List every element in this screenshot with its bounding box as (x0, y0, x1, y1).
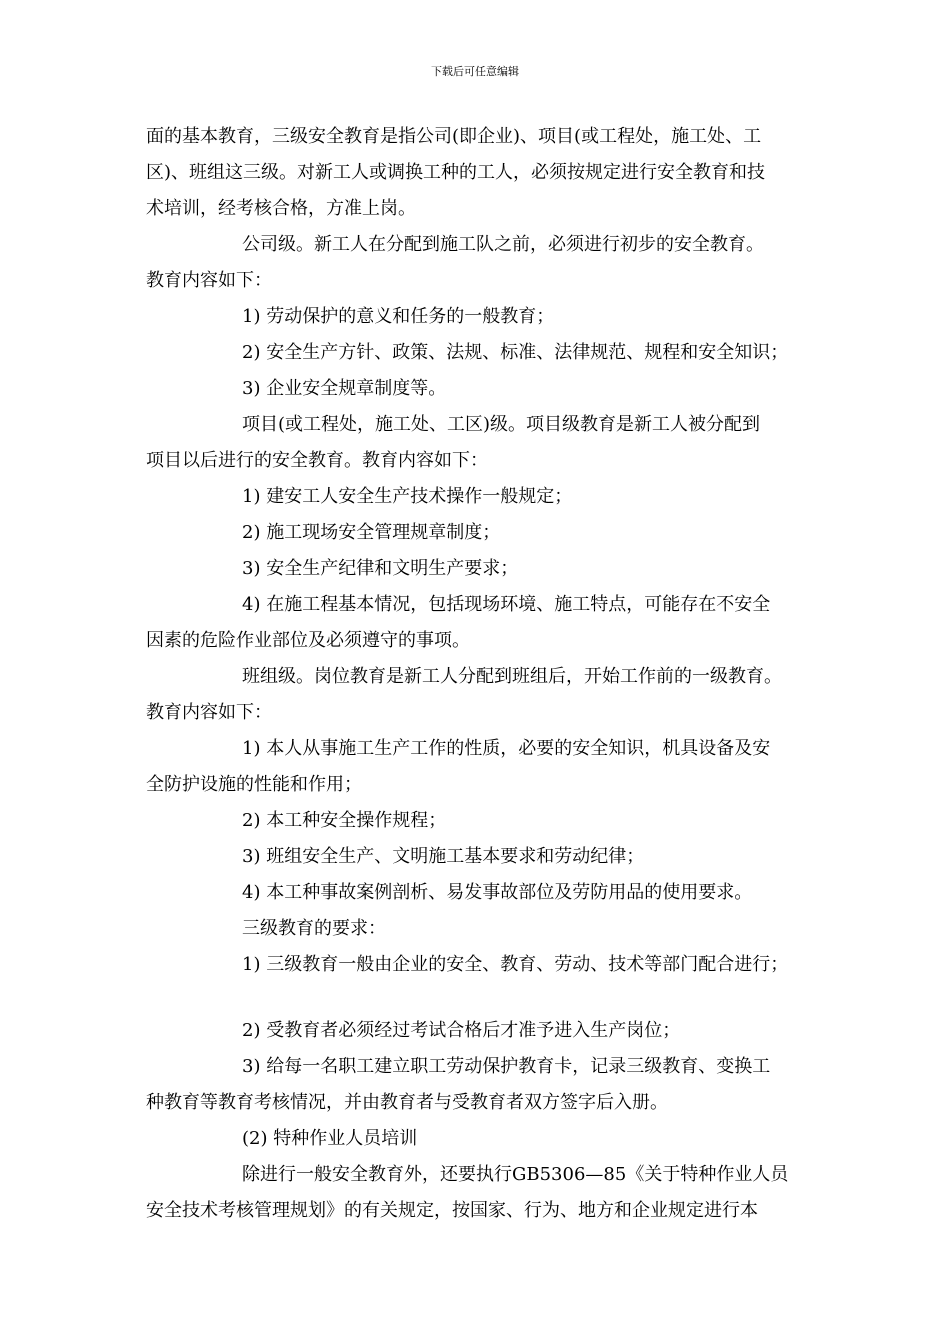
text-line: 面的基本教育，三级安全教育是指公司(即企业)、项目(或工程处，施工处、工 (146, 126, 762, 147)
text-line: 班组级。岗位教育是新工人分配到班组后，开始工作前的一级教育。 (242, 666, 782, 687)
page-header: 下载后可任意编辑 (431, 65, 519, 78)
text-line: 教育内容如下： (146, 702, 272, 723)
text-line: 种教育等教育考核情况，并由教育者与受教育者双方签字后入册。 (146, 1092, 668, 1113)
text-line: 3) 企业安全规章制度等。 (242, 378, 447, 399)
text-line: 教育内容如下： (146, 270, 272, 291)
text-line: 全防护设施的性能和作用； (146, 774, 362, 795)
text-line: 除进行一般安全教育外，还要执行GB5306—85《关于特种作业人员 (242, 1164, 789, 1185)
text-line: 1) 三级教育一般由企业的安全、教育、劳动、技术等部门配合进行； (242, 954, 789, 975)
text-line: 术培训，经考核合格，方准上岗。 (146, 198, 416, 219)
text-line: 项目(或工程处，施工处、工区)级。项目级教育是新工人被分配到 (242, 414, 761, 435)
text-line: 2) 安全生产方针、政策、法规、标准、法律规范、规程和安全知识； (242, 342, 789, 363)
text-line: 4) 本工种事故案例剖析、易发事故部位及劳防用品的使用要求。 (242, 882, 753, 903)
text-line: 3) 安全生产纪律和文明生产要求； (242, 558, 519, 579)
text-line: 1) 本人从事施工生产工作的性质，必要的安全知识，机具设备及安 (242, 738, 771, 759)
text-line: 2) 本工种安全操作规程； (242, 810, 447, 831)
text-line: 1) 劳动保护的意义和任务的一般教育； (242, 306, 555, 327)
text-line: 安全技术考核管理规划》的有关规定，按国家、行为、地方和企业规定进行本 (146, 1200, 758, 1221)
text-line: 项目以后进行的安全教育。教育内容如下： (146, 450, 488, 471)
text-line: 3) 班组安全生产、文明施工基本要求和劳动纪律； (242, 846, 645, 867)
text-line: 1) 建安工人安全生产技术操作一般规定； (242, 486, 573, 507)
text-line: 公司级。新工人在分配到施工队之前，必须进行初步的安全教育。 (242, 234, 764, 255)
text-line: 3) 给每一名职工建立职工劳动保护教育卡，记录三级教育、变换工 (242, 1056, 771, 1077)
text-line: 三级教育的要求： (242, 918, 386, 939)
text-line: 区)、班组这三级。对新工人或调换工种的工人，必须按规定进行安全教育和技 (146, 162, 766, 183)
text-line: 因素的危险作业部位及必须遵守的事项。 (146, 630, 470, 651)
text-line: 2) 受教育者必须经过考试合格后才准予进入生产岗位； (242, 1020, 681, 1041)
text-line: 4) 在施工程基本情况，包括现场环境、施工特点，可能存在不安全 (242, 594, 771, 615)
text-line: 2) 施工现场安全管理规章制度； (242, 522, 501, 543)
text-line: (2) 特种作业人员培训 (242, 1128, 418, 1149)
